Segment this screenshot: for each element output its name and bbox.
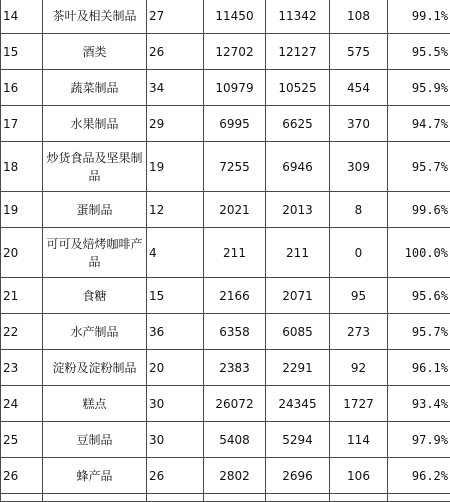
row-number: 23: [1, 350, 43, 386]
item-count: 30: [147, 422, 204, 458]
category-name: 可可及焙烤咖啡产品: [43, 228, 147, 278]
table-row-partial: [1, 494, 450, 502]
passed-batches: 2291: [266, 350, 330, 386]
category-name: 炒货食品及坚果制品: [43, 142, 147, 192]
table-row: [1, 106, 450, 142]
pass-rate: 96.1%: [388, 350, 450, 386]
pass-rate: 94.7%: [388, 106, 450, 142]
pass-rate: 100.0%: [388, 228, 450, 278]
table-body: [1, 0, 450, 502]
row-number: 26: [1, 458, 43, 494]
passed-batches: 11342: [266, 0, 330, 34]
table-row: [1, 192, 450, 228]
failed-batches: 114: [330, 422, 388, 458]
row-number: 16: [1, 70, 43, 106]
passed-batches: 2696: [266, 458, 330, 494]
category-name: 食糖: [43, 278, 147, 314]
item-count: 34: [147, 70, 204, 106]
sampled-batches: 5408: [204, 422, 266, 458]
failed-batches: 309: [330, 142, 388, 192]
failed-batches: 454: [330, 70, 388, 106]
failed-batches: 106: [330, 458, 388, 494]
empty-cell: [204, 494, 266, 502]
item-count: 27: [147, 0, 204, 34]
sampled-batches: 2802: [204, 458, 266, 494]
category-name: 糕点: [43, 386, 147, 422]
category-name: 酒类: [43, 34, 147, 70]
passed-batches: 211: [266, 228, 330, 278]
table-row: [1, 350, 450, 386]
empty-cell: [388, 494, 450, 502]
row-number: 19: [1, 192, 43, 228]
sampled-batches: 2383: [204, 350, 266, 386]
failed-batches: 0: [330, 228, 388, 278]
row-number: 20: [1, 228, 43, 278]
passed-batches: 2013: [266, 192, 330, 228]
row-number: 18: [1, 142, 43, 192]
item-count: 19: [147, 142, 204, 192]
row-number: 14: [1, 0, 43, 34]
table-row: [1, 314, 450, 350]
empty-cell: [1, 494, 43, 502]
passed-batches: 6946: [266, 142, 330, 192]
table-row: [1, 70, 450, 106]
sampled-batches: 2021: [204, 192, 266, 228]
item-count: 4: [147, 228, 204, 278]
pass-rate: 99.1%: [388, 0, 450, 34]
failed-batches: 108: [330, 0, 388, 34]
item-count: 26: [147, 458, 204, 494]
row-number: 15: [1, 34, 43, 70]
sampled-batches: 10979: [204, 70, 266, 106]
failed-batches: 92: [330, 350, 388, 386]
item-count: 20: [147, 350, 204, 386]
pass-rate: 95.5%: [388, 34, 450, 70]
row-number: 17: [1, 106, 43, 142]
failed-batches: 1727: [330, 386, 388, 422]
failed-batches: 8: [330, 192, 388, 228]
category-name: 淀粉及淀粉制品: [43, 350, 147, 386]
pass-rate: 99.6%: [388, 192, 450, 228]
pass-rate: 97.9%: [388, 422, 450, 458]
passed-batches: 2071: [266, 278, 330, 314]
pass-rate: 95.7%: [388, 142, 450, 192]
pass-rate: 96.2%: [388, 458, 450, 494]
passed-batches: 12127: [266, 34, 330, 70]
pass-rate: 95.6%: [388, 278, 450, 314]
pass-rate: 95.7%: [388, 314, 450, 350]
table-row: [1, 422, 450, 458]
empty-cell: [330, 494, 388, 502]
item-count: 29: [147, 106, 204, 142]
category-name: 豆制品: [43, 422, 147, 458]
item-count: 15: [147, 278, 204, 314]
pass-rate: 95.9%: [388, 70, 450, 106]
table-row: [1, 386, 450, 422]
item-count: 36: [147, 314, 204, 350]
table-row: [1, 278, 450, 314]
empty-cell: [43, 494, 147, 502]
failed-batches: 273: [330, 314, 388, 350]
passed-batches: 6085: [266, 314, 330, 350]
sampled-batches: 211: [204, 228, 266, 278]
table-row: [1, 34, 450, 70]
passed-batches: 24345: [266, 386, 330, 422]
passed-batches: 10525: [266, 70, 330, 106]
empty-cell: [147, 494, 204, 502]
item-count: 30: [147, 386, 204, 422]
category-name: 蔬菜制品: [43, 70, 147, 106]
row-number: 24: [1, 386, 43, 422]
item-count: 26: [147, 34, 204, 70]
passed-batches: 6625: [266, 106, 330, 142]
row-number: 25: [1, 422, 43, 458]
table-row: [1, 0, 450, 34]
table-row: [1, 458, 450, 494]
sampled-batches: 7255: [204, 142, 266, 192]
category-name: 蛋制品: [43, 192, 147, 228]
passed-batches: 5294: [266, 422, 330, 458]
sampled-batches: 26072: [204, 386, 266, 422]
category-name: 茶叶及相关制品: [43, 0, 147, 34]
row-number: 22: [1, 314, 43, 350]
category-name: 水产制品: [43, 314, 147, 350]
table-row: [1, 228, 450, 278]
failed-batches: 575: [330, 34, 388, 70]
category-name: 蜂产品: [43, 458, 147, 494]
table-row: [1, 142, 450, 192]
failed-batches: 95: [330, 278, 388, 314]
pass-rate: 93.4%: [388, 386, 450, 422]
sampled-batches: 6995: [204, 106, 266, 142]
row-number: 21: [1, 278, 43, 314]
sampled-batches: 12702: [204, 34, 266, 70]
item-count: 12: [147, 192, 204, 228]
sampled-batches: 2166: [204, 278, 266, 314]
failed-batches: 370: [330, 106, 388, 142]
category-name: 水果制品: [43, 106, 147, 142]
sampled-batches: 11450: [204, 0, 266, 34]
sampled-batches: 6358: [204, 314, 266, 350]
empty-cell: [266, 494, 330, 502]
